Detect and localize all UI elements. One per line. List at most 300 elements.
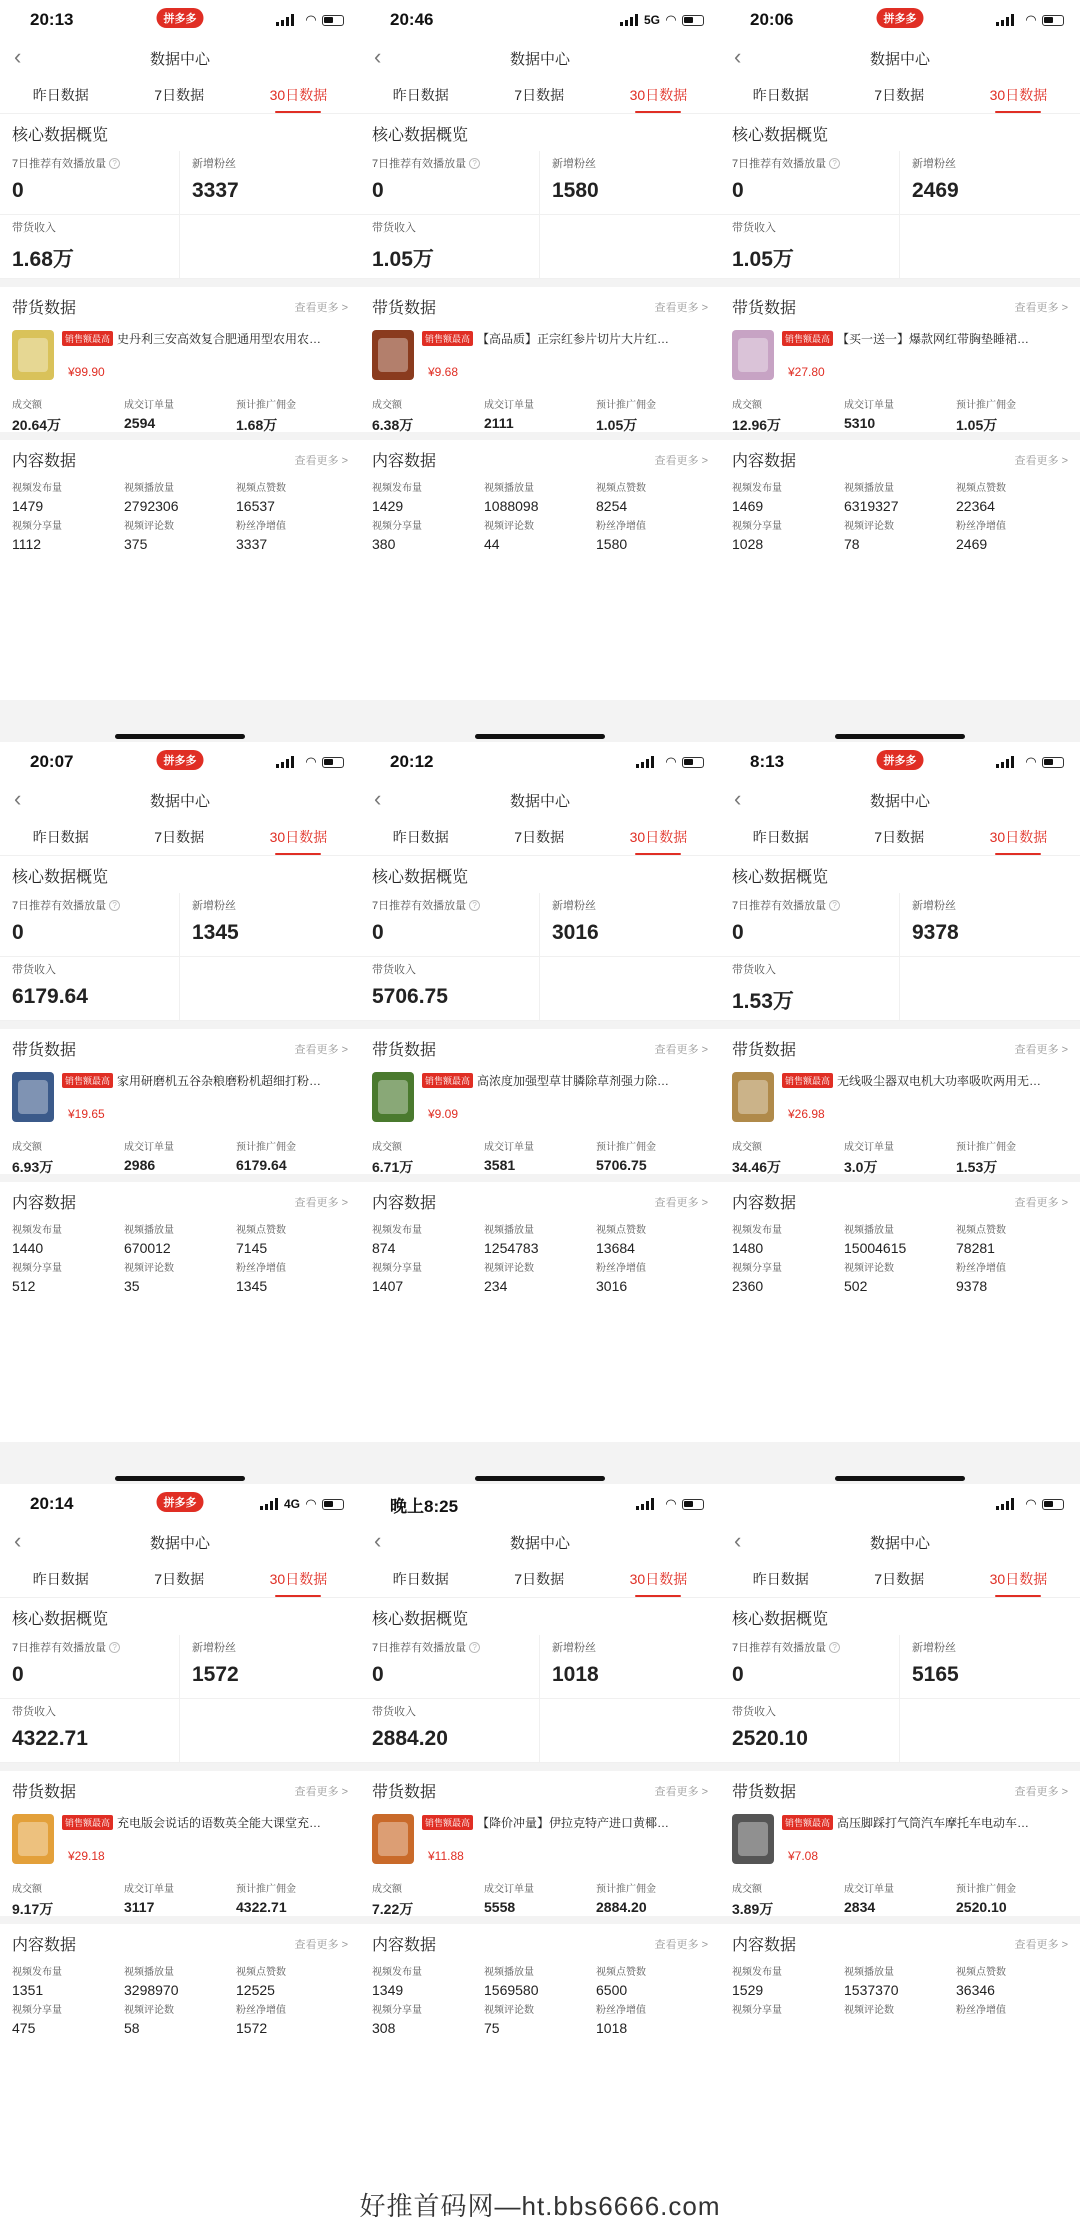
home-indicator	[115, 734, 245, 739]
orders-value: 5310	[844, 415, 876, 431]
signal-icon	[996, 14, 1014, 26]
content-stats	[0, 477, 360, 553]
content-more-link[interactable]: 查看更多 >	[1014, 1196, 1068, 1209]
gmv-value: 7.22万	[372, 1901, 414, 1917]
product-price: ¥7.08	[788, 1849, 819, 1863]
signal-icon	[996, 756, 1014, 768]
net-fans-value: 1572	[236, 2020, 268, 2036]
orders-label: 成交订单量	[484, 1884, 534, 1895]
top-sales-tag: 销售额最高	[782, 1815, 833, 1830]
fans-cell	[540, 893, 720, 957]
sales-stats	[720, 394, 1080, 432]
nav-bar	[720, 40, 1080, 76]
tab-30-days[interactable]: 30日数据	[266, 821, 332, 853]
plays-value: 0	[12, 921, 24, 944]
status-time: 20:46	[390, 10, 434, 29]
core-overview-grid	[360, 151, 720, 279]
comments-label: 视频评论数	[844, 521, 894, 532]
content-section-title: 内容数据 查看更多 >	[372, 1195, 708, 1212]
back-arrow-icon[interactable]: ‹	[734, 1528, 742, 1553]
sales-more-link[interactable]: 查看更多 >	[1014, 1043, 1068, 1056]
plays-cell	[360, 151, 540, 215]
shares-label: 视频分享量	[12, 2005, 62, 2016]
gmv-value: 3.89万	[732, 1901, 774, 1917]
back-arrow-icon[interactable]: ‹	[374, 786, 382, 811]
sales-more-link[interactable]: 查看更多 >	[654, 301, 708, 314]
fans-label: 新增粉丝	[912, 900, 956, 912]
wifi-icon: ◠	[1026, 12, 1036, 27]
content-stats	[360, 477, 720, 553]
comments-label: 视频评论数	[484, 2005, 534, 2016]
plays-label: 7日推荐有效播放量	[372, 158, 467, 170]
commission-label: 预计推广佣金	[596, 1142, 656, 1153]
plays-cell	[360, 1635, 540, 1699]
core-overview-title: 核心数据概览	[12, 869, 109, 886]
section-divider	[720, 1763, 1080, 1771]
views-label: 视频播放量	[124, 1967, 174, 1978]
product-name: 家用研磨机五谷杂粮磨粉机超细打粉…	[117, 1074, 322, 1088]
fans-label: 新增粉丝	[192, 900, 236, 912]
section-divider	[720, 1021, 1080, 1029]
back-arrow-icon[interactable]: ‹	[14, 786, 22, 811]
tab-30-days[interactable]: 30日数据	[266, 79, 332, 111]
content-stats	[720, 477, 1080, 553]
views-value: 1569580	[484, 1982, 539, 1998]
sales-stats	[0, 1136, 360, 1174]
tab-30-days[interactable]: 30日数据	[626, 1563, 692, 1595]
sales-stats	[720, 1878, 1080, 1916]
income-label: 带货收入	[732, 964, 776, 976]
sales-more-link[interactable]: 查看更多 >	[654, 1785, 708, 1798]
section-divider	[720, 279, 1080, 287]
shares-value: 380	[372, 536, 396, 552]
tab-yesterday[interactable]: 昨日数据	[392, 1570, 449, 1587]
videos-value: 1351	[12, 1982, 44, 1998]
likes-value: 6500	[596, 1982, 628, 1998]
comments-value: 234	[484, 1278, 508, 1294]
product-name: 史丹利三安高效复合肥通用型农用农…	[117, 332, 322, 346]
help-icon[interactable]: ?	[469, 900, 480, 911]
empty-cell	[180, 215, 360, 279]
gmv-value: 34.46万	[732, 1159, 782, 1175]
watermark-banner: 好推首码网—ht.bbs6666.com	[0, 2186, 1080, 2226]
net-fans-value: 1580	[596, 536, 628, 552]
income-value: 5706.75	[372, 985, 448, 1008]
views-label: 视频播放量	[124, 1225, 174, 1236]
orders-label: 成交订单量	[484, 400, 534, 411]
income-value: 2884.20	[372, 1727, 448, 1750]
likes-label: 视频点赞数	[956, 1225, 1006, 1236]
sales-section-title: 带货数据 查看更多 >	[372, 1042, 708, 1059]
signal-icon	[276, 756, 294, 768]
product-name: 【高品质】正宗红参片切片大片红…	[477, 332, 670, 346]
tab-30-days[interactable]: 30日数据	[626, 79, 692, 111]
comments-label: 视频评论数	[124, 1263, 174, 1274]
core-overview-title: 核心数据概览	[372, 127, 469, 144]
empty-cell	[540, 1699, 720, 1763]
pdd-badge: 拼多多	[157, 1492, 204, 1512]
status-icons	[636, 1496, 704, 1512]
back-arrow-icon[interactable]: ‹	[374, 1528, 382, 1553]
views-value: 3298970	[124, 1982, 179, 1998]
orders-label: 成交订单量	[124, 1884, 174, 1895]
shares-label: 视频分享量	[372, 521, 422, 532]
net-fans-value: 3337	[236, 536, 268, 552]
tab-7-days[interactable]: 7日数据	[514, 828, 565, 845]
wifi-icon: ◠	[666, 12, 676, 27]
comments-value: 502	[844, 1278, 868, 1294]
content-section-title: 内容数据 查看更多 >	[732, 1195, 1068, 1212]
plays-label: 7日推荐有效播放量	[372, 1642, 467, 1654]
wifi-icon: ◠	[666, 754, 676, 769]
fans-value: 2469	[912, 179, 959, 202]
date-tabs	[720, 1560, 1080, 1598]
commission-label: 预计推广佣金	[596, 400, 656, 411]
shares-value: 308	[372, 2020, 396, 2036]
shares-label: 视频分享量	[372, 1263, 422, 1274]
fans-label: 新增粉丝	[912, 1642, 956, 1654]
tab-7-days[interactable]: 7日数据	[874, 86, 925, 103]
page-title: 数据中心	[869, 50, 930, 68]
net-fans-value: 1018	[596, 2020, 628, 2036]
gmv-value: 6.93万	[12, 1159, 54, 1175]
likes-value: 8254	[596, 498, 628, 514]
help-icon[interactable]: ?	[829, 900, 840, 911]
nav-bar	[360, 40, 720, 76]
empty-cell	[540, 215, 720, 279]
nav-bar	[360, 1524, 720, 1560]
back-arrow-icon[interactable]: ‹	[14, 44, 22, 69]
income-cell	[720, 957, 900, 1021]
commission-value: 1.53万	[956, 1159, 998, 1175]
product-name: 高压脚踩打气筒汽车摩托车电动车…	[837, 1816, 1030, 1830]
signal-icon	[620, 14, 638, 26]
content-more-link[interactable]: 查看更多 >	[294, 1196, 348, 1209]
commission-label: 预计推广佣金	[596, 1884, 656, 1895]
sales-more-link[interactable]: 查看更多 >	[294, 1785, 348, 1798]
core-overview-title: 核心数据概览	[732, 127, 829, 144]
likes-value: 78281	[956, 1240, 995, 1256]
pdd-badge: 拼多多	[877, 8, 924, 28]
likes-value: 13684	[596, 1240, 635, 1256]
core-overview-grid	[720, 151, 1080, 279]
help-icon[interactable]: ?	[109, 1642, 120, 1653]
videos-label: 视频发布量	[12, 483, 62, 494]
top-product[interactable]	[720, 324, 1080, 394]
shares-value: 475	[12, 2020, 36, 2036]
sales-stats	[360, 394, 720, 432]
plays-cell	[720, 151, 900, 215]
tab-yesterday[interactable]: 昨日数据	[752, 828, 809, 845]
tab-yesterday[interactable]: 昨日数据	[32, 1570, 89, 1587]
status-icons	[996, 1496, 1064, 1512]
screenshot-panel	[0, 0, 360, 742]
sales-stats	[0, 1878, 360, 1916]
fans-cell	[180, 151, 360, 215]
sales-section-title: 带货数据 查看更多 >	[12, 300, 348, 317]
videos-label: 视频发布量	[372, 1225, 422, 1236]
plays-cell	[720, 893, 900, 957]
nav-bar	[0, 1524, 360, 1560]
tab-yesterday[interactable]: 昨日数据	[32, 828, 89, 845]
sales-more-link[interactable]: 查看更多 >	[294, 301, 348, 314]
plays-value: 0	[732, 921, 744, 944]
nav-bar	[0, 782, 360, 818]
shares-value: 1407	[372, 1278, 404, 1294]
help-icon[interactable]: ?	[829, 158, 840, 169]
content-more-link[interactable]: 查看更多 >	[654, 1196, 708, 1209]
plays-cell	[0, 893, 180, 957]
date-tabs	[360, 818, 720, 856]
status-time: 20:07	[30, 752, 74, 771]
status-bar	[360, 0, 720, 40]
orders-label: 成交订单量	[484, 1142, 534, 1153]
network-label: 5G	[643, 13, 660, 27]
back-arrow-icon[interactable]: ‹	[374, 44, 382, 69]
fans-value: 9378	[912, 921, 959, 944]
fans-label: 新增粉丝	[192, 158, 236, 170]
product-price: ¥27.80	[788, 365, 825, 379]
status-bar	[360, 742, 720, 782]
videos-label: 视频发布量	[732, 483, 782, 494]
likes-label: 视频点赞数	[956, 483, 1006, 494]
views-value: 15004615	[844, 1240, 907, 1256]
sales-more-link[interactable]: 查看更多 >	[1014, 1785, 1068, 1798]
videos-value: 1479	[12, 498, 44, 514]
gmv-label: 成交额	[372, 1884, 402, 1895]
views-value: 1537370	[844, 1982, 899, 1998]
status-time: 20:13	[30, 10, 74, 29]
orders-value: 3117	[124, 1899, 155, 1915]
back-arrow-icon[interactable]: ‹	[734, 44, 742, 69]
help-icon[interactable]: ?	[829, 1642, 840, 1653]
tab-yesterday[interactable]: 昨日数据	[752, 1570, 809, 1587]
content-more-link[interactable]: 查看更多 >	[1014, 454, 1068, 467]
tab-7-days[interactable]: 7日数据	[874, 1570, 925, 1587]
content-section-title: 内容数据 查看更多 >	[732, 1937, 1068, 1954]
plays-label: 7日推荐有效播放量	[732, 1642, 827, 1654]
wifi-icon: ◠	[306, 12, 316, 27]
sales-section-title: 带货数据 查看更多 >	[372, 1784, 708, 1801]
content-more-link[interactable]: 查看更多 >	[654, 1938, 708, 1951]
videos-value: 874	[372, 1240, 396, 1256]
content-more-link[interactable]: 查看更多 >	[294, 454, 348, 467]
top-sales-tag: 销售额最高	[62, 331, 113, 346]
commission-value: 1.05万	[956, 417, 998, 433]
product-thumbnail	[732, 1072, 774, 1122]
content-section-title: 内容数据 查看更多 >	[372, 453, 708, 470]
product-thumbnail	[12, 1072, 54, 1122]
content-section-title: 内容数据 查看更多 >	[12, 453, 348, 470]
net-fans-label: 粉丝净增值	[956, 2005, 1006, 2016]
fans-label: 新增粉丝	[912, 158, 956, 170]
income-label: 带货收入	[372, 964, 416, 976]
core-overview-grid	[0, 1635, 360, 1763]
wifi-icon: ◠	[1026, 1496, 1036, 1511]
back-arrow-icon[interactable]: ‹	[14, 1528, 22, 1553]
orders-label: 成交订单量	[844, 1142, 894, 1153]
wifi-icon: ◠	[306, 1496, 316, 1511]
top-product[interactable]	[360, 1808, 720, 1878]
gmv-value: 12.96万	[732, 417, 782, 433]
plays-value: 0	[12, 1663, 24, 1686]
fans-value: 1572	[192, 1663, 239, 1686]
tab-7-days[interactable]: 7日数据	[874, 828, 925, 845]
income-label: 带货收入	[372, 1706, 416, 1718]
tab-7-days[interactable]: 7日数据	[154, 86, 205, 103]
help-icon[interactable]: ?	[109, 158, 120, 169]
core-overview-title: 核心数据概览	[732, 1611, 829, 1628]
screenshot-panel	[0, 1484, 360, 2226]
tab-7-days[interactable]: 7日数据	[514, 86, 565, 103]
fans-cell	[900, 893, 1080, 957]
home-indicator	[835, 1476, 965, 1481]
plays-value: 0	[732, 179, 744, 202]
top-sales-tag: 销售额最高	[422, 331, 473, 346]
orders-value: 2986	[124, 1157, 156, 1173]
signal-icon	[996, 1498, 1014, 1510]
section-divider	[0, 1021, 360, 1029]
content-more-link[interactable]: 查看更多 >	[294, 1938, 348, 1951]
product-price: ¥26.98	[788, 1107, 825, 1121]
battery-icon	[1042, 15, 1064, 26]
top-product[interactable]	[360, 324, 720, 394]
comments-value: 375	[124, 536, 148, 552]
content-more-link[interactable]: 查看更多 >	[654, 454, 708, 467]
status-icons	[620, 12, 704, 28]
status-icons	[996, 754, 1064, 770]
status-bar	[0, 742, 360, 782]
fans-value: 1345	[192, 921, 239, 944]
plays-cell	[0, 151, 180, 215]
plays-value: 0	[372, 179, 384, 202]
income-label: 带货收入	[732, 222, 776, 234]
likes-label: 视频点赞数	[596, 1225, 646, 1236]
status-time: 8:13	[750, 752, 785, 771]
product-price: ¥99.90	[68, 365, 105, 379]
videos-value: 1349	[372, 1982, 404, 1998]
fans-label: 新增粉丝	[552, 158, 596, 170]
top-sales-tag: 销售额最高	[782, 1073, 833, 1088]
fans-value: 1580	[552, 179, 599, 202]
gmv-label: 成交额	[12, 400, 42, 411]
commission-value: 5706.75	[596, 1157, 647, 1173]
top-product[interactable]	[0, 1808, 360, 1878]
top-sales-tag: 销售额最高	[62, 1815, 113, 1830]
top-product[interactable]	[360, 1066, 720, 1136]
tab-yesterday[interactable]: 昨日数据	[392, 86, 449, 103]
orders-label: 成交订单量	[844, 1884, 894, 1895]
commission-value: 2884.20	[596, 1899, 647, 1915]
section-divider	[360, 1021, 720, 1029]
page-title: 数据中心	[149, 1534, 210, 1552]
likes-label: 视频点赞数	[236, 483, 286, 494]
gmv-label: 成交额	[372, 1142, 402, 1153]
plays-value: 0	[372, 1663, 384, 1686]
likes-label: 视频点赞数	[596, 1967, 646, 1978]
page-title: 数据中心	[509, 792, 570, 810]
sales-more-link[interactable]: 查看更多 >	[1014, 301, 1068, 314]
plays-value: 0	[12, 179, 24, 202]
orders-value: 2834	[844, 1899, 876, 1915]
videos-label: 视频发布量	[12, 1967, 62, 1978]
content-stats	[0, 1961, 360, 2037]
tab-yesterday[interactable]: 昨日数据	[392, 828, 449, 845]
gmv-label: 成交额	[372, 400, 402, 411]
content-stats	[360, 1219, 720, 1295]
tab-30-days[interactable]: 30日数据	[626, 821, 692, 853]
tab-7-days[interactable]: 7日数据	[154, 828, 205, 845]
sales-section-title: 带货数据 查看更多 >	[12, 1042, 348, 1059]
shares-value: 1028	[732, 536, 764, 552]
net-fans-label: 粉丝净增值	[596, 521, 646, 532]
gmv-value: 6.71万	[372, 1159, 414, 1175]
plays-label: 7日推荐有效播放量	[732, 158, 827, 170]
help-icon[interactable]: ?	[469, 1642, 480, 1653]
empty-cell	[180, 957, 360, 1021]
top-product[interactable]	[720, 1066, 1080, 1136]
screenshot-panel	[720, 1484, 1080, 2226]
sales-section-title: 带货数据 查看更多 >	[732, 1784, 1068, 1801]
content-more-link[interactable]: 查看更多 >	[1014, 1938, 1068, 1951]
fans-cell	[900, 1635, 1080, 1699]
income-label: 带货收入	[732, 1706, 776, 1718]
likes-value: 22364	[956, 498, 995, 514]
comments-value: 58	[124, 2020, 140, 2036]
help-icon[interactable]: ?	[469, 158, 480, 169]
page-title: 数据中心	[149, 50, 210, 68]
tab-yesterday[interactable]: 昨日数据	[32, 86, 89, 103]
shares-label: 视频分享量	[12, 521, 62, 532]
core-overview-grid	[360, 893, 720, 1021]
empty-cell	[900, 215, 1080, 279]
income-label: 带货收入	[12, 222, 56, 234]
battery-icon	[322, 1499, 344, 1510]
income-cell	[720, 1699, 900, 1763]
product-thumbnail	[12, 330, 54, 380]
top-product[interactable]	[720, 1808, 1080, 1878]
sales-more-link[interactable]: 查看更多 >	[654, 1043, 708, 1056]
top-sales-tag: 销售额最高	[782, 331, 833, 346]
content-section-title: 内容数据 查看更多 >	[12, 1937, 348, 1954]
help-icon[interactable]: ?	[109, 900, 120, 911]
tab-yesterday[interactable]: 昨日数据	[752, 86, 809, 103]
plays-label: 7日推荐有效播放量	[12, 158, 107, 170]
sales-more-link[interactable]: 查看更多 >	[294, 1043, 348, 1056]
fans-label: 新增粉丝	[552, 900, 596, 912]
net-fans-label: 粉丝净增值	[236, 521, 286, 532]
net-fans-value: 2469	[956, 536, 988, 552]
status-bar	[720, 1484, 1080, 1524]
top-sales-tag: 销售额最高	[422, 1073, 473, 1088]
core-overview-grid	[720, 1635, 1080, 1763]
tab-30-days[interactable]: 30日数据	[986, 821, 1052, 853]
top-product[interactable]	[0, 1066, 360, 1136]
tab-30-days[interactable]: 30日数据	[266, 1563, 332, 1595]
comments-label: 视频评论数	[844, 1263, 894, 1274]
product-name: 高浓度加强型草甘膦除草剂强力除…	[477, 1074, 670, 1088]
tab-30-days[interactable]: 30日数据	[986, 1563, 1052, 1595]
tab-30-days[interactable]: 30日数据	[986, 79, 1052, 111]
tab-7-days[interactable]: 7日数据	[514, 1570, 565, 1587]
tab-7-days[interactable]: 7日数据	[154, 1570, 205, 1587]
comments-label: 视频评论数	[484, 1263, 534, 1274]
top-product[interactable]	[0, 324, 360, 394]
sales-stats	[360, 1136, 720, 1174]
content-stats	[720, 1961, 1080, 2037]
back-arrow-icon[interactable]: ‹	[734, 786, 742, 811]
comments-label: 视频评论数	[124, 2005, 174, 2016]
